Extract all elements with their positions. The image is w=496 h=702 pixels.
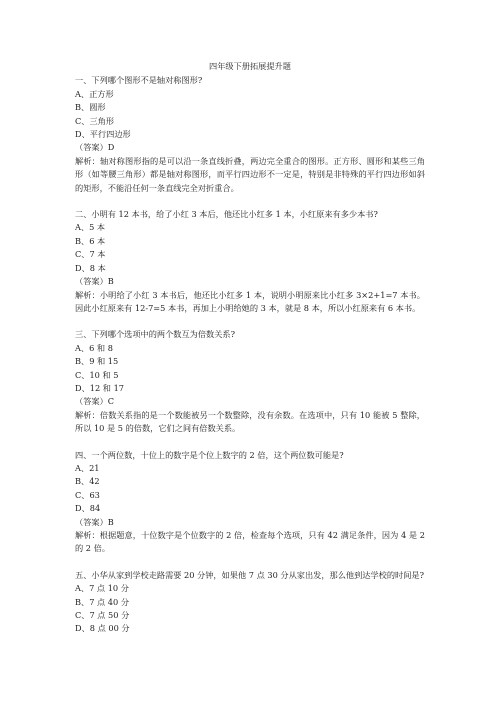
question-4 [75, 449, 425, 556]
option-d: D、12 和 17 [75, 382, 124, 393]
answer-line: （答案）D [75, 142, 115, 153]
question-stem: 三、下列哪个选项中的两个数互为倍数关系? [75, 329, 235, 340]
option-b: B、6 本 [75, 235, 106, 246]
document-title: 四年级下册拓展提升题 [209, 61, 291, 71]
option-c: C、10 和 5 [75, 369, 119, 380]
question-stem: 四、一个两位数，十位上的数字是个位上数字的 2 倍，这个两位数可能是? [75, 449, 344, 460]
explanation: 解析：轴对称图形指的是可以沿一条直线折叠，两边完全重合的图形。正方形、圆形和某些三角形（如等腰三角形）都是轴对称图形，而平行四边形不一定是，特别是非特殊的平行四边形如斜的矩形，不能沿任何一条直线完全对折重合。 [75, 155, 425, 193]
explanation: 解析：倍数关系指的是一个数能被另一个数整除，没有余数。在选项中，只有 10 能被 5 整除，所以 10 是 5 的倍数，它们之间有倍数关系。 [75, 409, 425, 434]
answer-line: （答案）C [75, 396, 115, 407]
explanation: 解析：小明给了小红 3 本书后，他还比小红多 1 本，说明小明原来比小红多 3×2+1=7 本书。因此小红原来有 12-7=5 本书，再加上小明给她的 3 本，就是 8 本，所以小红原来有 6 本书。 [75, 289, 425, 313]
question-3 [75, 328, 425, 435]
option-a: A、正方形 [75, 88, 114, 99]
option-b: B、7 点 40 分 [75, 596, 130, 607]
option-c: C、63 [75, 489, 100, 500]
option-c: C、7 本 [75, 249, 106, 260]
question-stem: 五、小华从家到学校走路需要 20 分钟，如果他 7 点 30 分从家出发，那么他到达学校的时间是? [75, 569, 424, 580]
option-a: A、7 点 10 分 [75, 583, 129, 594]
question-5 [75, 569, 425, 636]
option-a: A、5 本 [75, 222, 106, 233]
option-d: D、平行四边形 [75, 129, 131, 140]
answer-line: （答案）B [75, 516, 114, 527]
question-2 [75, 208, 425, 315]
option-b: B、圆形 [75, 102, 106, 113]
question-stem: 二、小明有 12 本书，给了小红 3 本后，他还比小红多 1 本，小红原来有多少本书? [75, 209, 378, 220]
option-d: D、8 点 00 分 [75, 623, 130, 634]
option-c: C、三角形 [75, 115, 115, 126]
question-stem: 一、下列哪个图形不是轴对称图形? [75, 75, 203, 86]
option-a: A、21 [75, 462, 100, 473]
option-c: C、7 点 50 分 [75, 610, 130, 621]
option-b: B、9 和 15 [75, 356, 119, 367]
explanation: 解析：根据题意，十位数字是个位数字的 2 倍，检查每个选项，只有 42 满足条件，因为 4 是 2 的 2 倍。 [75, 530, 425, 554]
option-b: B、42 [75, 476, 100, 487]
answer-line: （答案）B [75, 276, 114, 287]
document-page [75, 60, 425, 649]
question-1 [75, 74, 425, 195]
option-d: D、8 本 [75, 262, 106, 273]
option-d: D、84 [75, 503, 101, 514]
option-a: A、6 和 8 [75, 342, 113, 353]
